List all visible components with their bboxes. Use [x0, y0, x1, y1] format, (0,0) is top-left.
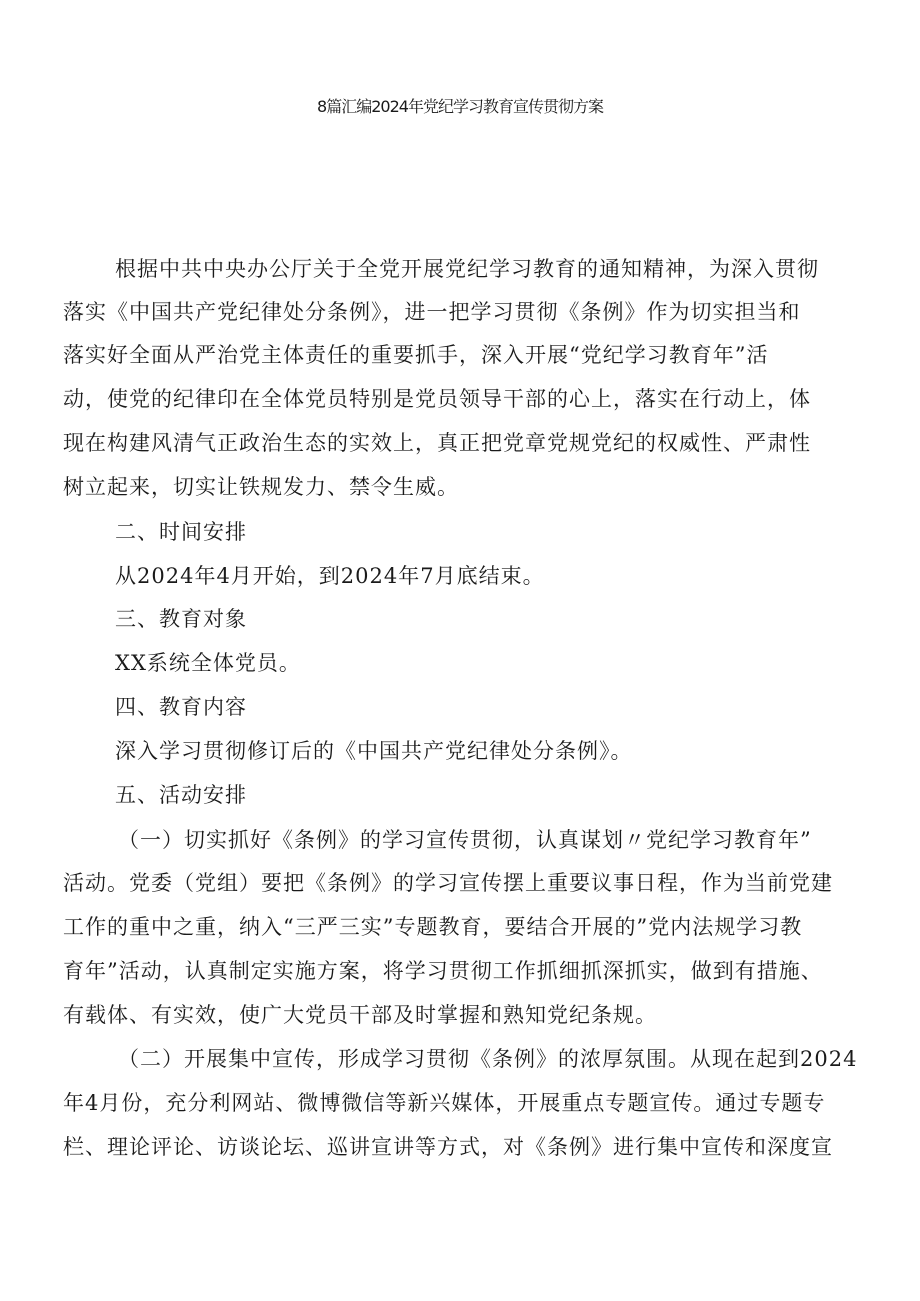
section-heading: 三、教育对象 — [115, 607, 247, 631]
text-line: 树立起来，切实让铁规发力、禁令生威。 — [63, 475, 459, 499]
text-line: 落实《中国共产党纪律处分条例》，进一把学习贯彻《条例》作为切实担当和 — [63, 300, 801, 324]
text-line: XX系统全体党员。 — [115, 651, 301, 675]
text-line: 育年”活动，认真制定实施方案，将学习贯彻工作抓细抓深抓实，做到有措施、 — [63, 959, 823, 983]
text-line: （一）切实抓好《条例》的学习宣传贯彻，认真谋划〃党纪学习教育年” — [118, 828, 812, 852]
text-line: 工作的重中之重，纳入“三严三实”专题教育，要结合开展的”党内法规学习教 — [63, 915, 803, 939]
text-line: 落实好全面从严治党主体责任的重要抓手，深入开展“党纪学习教育年”活 — [63, 343, 769, 367]
text-line: 年4月份，充分利网站、微博微信等新兴媒体，开展重点专题宣传。通过专题专 — [63, 1091, 826, 1115]
text-line: （二）开展集中宣传，形成学习贯彻《条例》的浓厚氛围。从现在起到2024 — [118, 1047, 858, 1071]
text-line: 栏、理论评论、访谈论坛、巡讲宣讲等方式，对《条例》进行集中宣传和深度宣 — [63, 1135, 833, 1159]
text-line: 根据中共中央办公厅关于全党开展党纪学习教育的通知精神，为深入贯彻 — [115, 257, 819, 281]
text-line: 有载体、有实效，使广大党员干部及时掌握和熟知党纪条规。 — [63, 1003, 657, 1027]
document-title: 8篇汇编2024年党纪学习教育宣传贯彻方案 — [317, 97, 603, 116]
text-line: 现在构建风清气正政治生态的实效上，真正把党章党规党纪的权威性、严肃性 — [63, 431, 811, 455]
text-line: 活动。党委（党组）要把《条例》的学习宣传摆上重要议事日程，作为当前党建 — [63, 871, 833, 895]
text-line: 动，使党的纪律印在全体党员特别是党员领导干部的心上，落实在行动上，体 — [63, 387, 811, 411]
text-line: 深入学习贯彻修订后的《中国共产党纪律处分条例》。 — [115, 739, 633, 763]
text-line: 从2024年4月开始，到2024年7月底结束。 — [115, 564, 545, 588]
section-heading: 二、时间安排 — [115, 520, 247, 544]
section-heading: 五、活动安排 — [115, 783, 247, 807]
section-heading: 四、教育内容 — [115, 695, 247, 719]
